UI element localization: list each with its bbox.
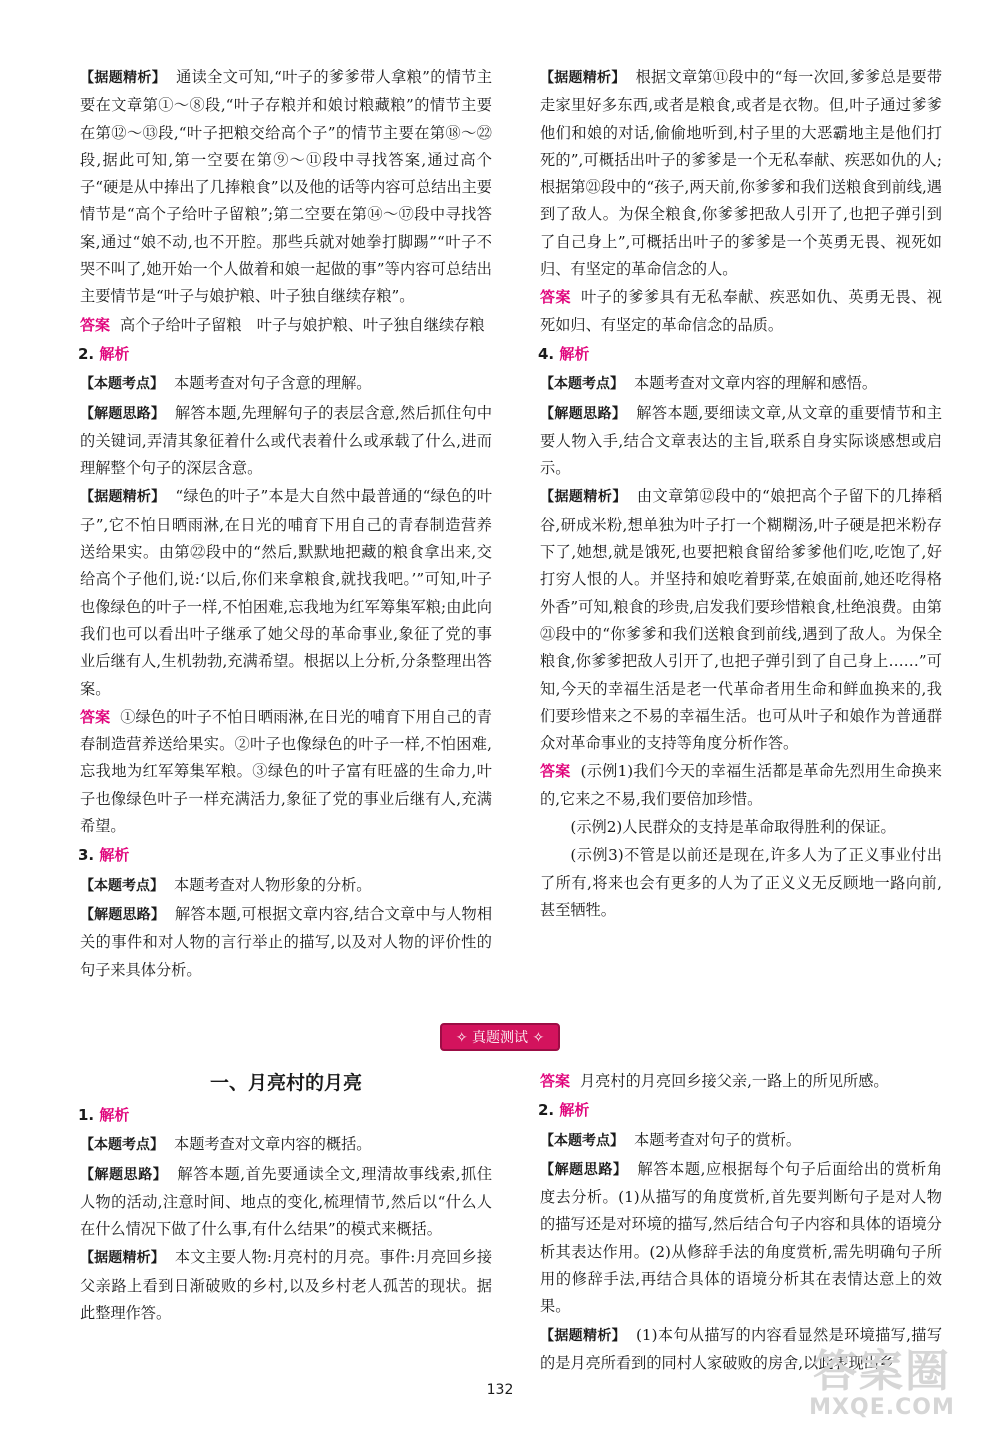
paragraph-text: 本题考查对句子含意的理解。 (174, 374, 372, 393)
paragraph (80, 400, 492, 483)
paragraph-text: 根据文章第⑪段中的“每一次回,爹爹总是要带走家里好多东西,或者是粮食,或者是衣物。但,叶子通过爹爹他们和娘的对话,偷偷地听到,村子里的大恶霸地主是他们打死的”,可概括出叶子的爹爹是一个无私奉献、疾恶如仇的人;根据第㉑段中的“孩子,两天前,你爹爹和我们送粮食到前线,遇到了敌人。为保全粮食,你爹爹把敌人引开了,也把子弹引到了自己身上”,可概括出叶子的爹爹是一个英勇无畏、视死如归、有坚定的革命信念的人。 (540, 68, 943, 279)
answer (80, 312, 492, 339)
answer-text: (示例1)我们今天的幸福生活都是革命先烈用生命换来的,它来之不易,我们要倍加珍惜。 (540, 762, 942, 808)
page-number: 132 (486, 1382, 514, 1398)
paragraph (80, 1161, 492, 1244)
tag-label: 【本题考点】 (80, 376, 164, 393)
answer-label: 答案 (80, 707, 111, 726)
answer (540, 758, 942, 813)
paragraph (80, 64, 492, 311)
paragraph-text: (1)本句从描写的内容看显然是环境描写,描写的是月亮所看到的同村人家破败的房舍,以此表现出乡 (540, 1325, 943, 1372)
paragraph (80, 483, 492, 702)
right-column-top (540, 64, 942, 925)
question-number: 2. (78, 344, 95, 363)
paragraph (540, 1127, 942, 1155)
answer-text: (示例2)人民群众的支持是革命取得胜利的保证。 (570, 818, 896, 837)
watermark-text: 答案圈 (813, 1346, 951, 1397)
answer-text: 月亮村的月亮回乡接父亲,一路上的所见所感。 (580, 1072, 889, 1090)
paragraph-text: 通读全文可知,“叶子的爹爹带人拿粮”的情节主要在文章第①～⑧段,“叶子存粮并和娘讨粮藏粮”的情节主要在第⑫～⑬段,“叶子把粮交给高个子”的情节主要在第⑱～㉒段,据此可知,第一空要在第⑨～⑪段中寻找答案,通过高个子“硬是从中捧出了几捧粮食”以及他的话等内容可总结出主要情节是“高个子给叶子留粮”;第二空要在第⑭～⑰段中寻找答案,通过“娘不动,也不开腔。那些兵就对她拳打脚踢”“叶子不哭不叫了,她开始一个人做着和娘一起做的事”等内容可总结出主要情节是“叶子与娘护粮、叶子独自继续存粮”。 (80, 68, 493, 306)
paragraph-text: “绿色的叶子”本是大自然中最普通的“绿色的叶子”,它不怕日晒雨淋,在日光的哺育下用自己的青春制造营养送给果实。由第㉒段中的“然后,默默地把藏的粮食拿出来,交给高个子他们,说:‘以后,你们来拿粮食,就找我吧。’”可知,叶子也像绿色的叶子一样,不怕困难,忘我地为红军筹集军粮;由此向我们也可以看出叶子继承了她父母的革命事业,象征了党的事业后继有人,生机勃勃,充满希望。根据以上分析,分条整理出答案。 (80, 487, 493, 698)
paragraph (80, 901, 492, 984)
tag-label: 【据题精析】 (540, 489, 627, 506)
paragraph (540, 483, 942, 757)
tag-label: 【本题考点】 (540, 1132, 624, 1149)
answer-label: 答案 (540, 288, 572, 307)
left-column-bottom (80, 1100, 492, 1328)
question-label: 解析 (99, 846, 130, 865)
answer-text: 叶子的爹爹具有无私奉献、疾恶如仇、英勇无畏、视死如归、有坚定的革命信念的品质。 (540, 288, 942, 334)
paragraph-text: 解答本题,首先要通读全文,理清故事线索,抓住人物的活动,注意时间、地点的变化,梳理情节,然后以“什么人在什么情况下做了什么事,有什么结果”的模式来概括。 (80, 1164, 493, 1239)
paragraph-text: 本题考查对句子的赏析。 (634, 1130, 802, 1149)
answer-label: 答案 (80, 315, 111, 334)
paragraph-text: 本题考查对文章内容的概括。 (174, 1135, 372, 1154)
paragraph-text: 解答本题,要细读文章,从文章的重要情节和主要人物入手,结合文章表达的主旨,联系自身实际谈感想或启示。 (540, 403, 943, 478)
question-number: 4. (538, 344, 555, 363)
paragraph (540, 1156, 942, 1321)
paragraph (540, 400, 942, 483)
question-label: 解析 (559, 344, 590, 363)
paragraph (540, 64, 942, 283)
left-column-top (80, 64, 492, 985)
question-label: 解析 (559, 1101, 590, 1120)
section-title: 一、月亮村的月亮 (209, 1072, 362, 1094)
banner-wrap (0, 1023, 1000, 1051)
answer-text: 高个子给叶子留粮 叶子与娘护粮、叶子独自继续存粮 (120, 315, 485, 334)
paragraph-text: 本题考查对文章内容的理解和感悟。 (634, 374, 877, 393)
answer-label: 答案 (540, 762, 571, 781)
question-label: 解析 (99, 344, 130, 363)
tag-label: 【本题考点】 (540, 376, 624, 393)
paragraph-text: 解答本题,应根据每个句子后面给出的赏析角度去分析。(1)从描写的角度赏析,首先要判断句子是对人物的描写还是对环境的描写,然后结合句子内容和具体的语境分析其表达作用。(2)从修辞手法的角度赏析,需先明确句子所用的修辞手法,再结合具体的语境分析其在表情达意上的效果。 (540, 1159, 943, 1316)
section-banner: ✧ 真题测试 ✧ (440, 1023, 560, 1051)
question-heading (78, 842, 492, 869)
answer-text: ①绿色的叶子不怕日晒雨淋,在日光的哺育下用自己的青春制造营养送给果实。②叶子也像绿色的叶子一样,不怕困难,忘我地为红军筹集军粮。③绿色的叶子富有旺盛的生命力,叶子也像绿色叶子一样充满活力,象征了党的事业后继有人,充满希望。 (80, 707, 492, 836)
tag-label: 【据题精析】 (80, 70, 167, 86)
question-number: 2. (538, 1101, 555, 1120)
tag-label: 【据题精析】 (540, 70, 626, 86)
tag-label: 【据题精析】 (80, 489, 166, 506)
paragraph-text: 本文主要人物:月亮村的月亮。事件:月亮回乡接父亲路上看到日渐破败的乡村,以及乡村老人孤苦的现状。据此整理作答。 (80, 1248, 493, 1323)
paragraph (80, 1131, 492, 1159)
paragraph-text: 由文章第⑫段中的“娘把高个子留下的几捧稻谷,研成米粉,想单独为叶子打一个糊糊汤,叶子硬是把米粉存下了,她想,就是饿死,也要把粮食留给爹爹他们吃,吃饱了,好打穷人恨的人。并坚持和娘吃着野菜,在娘面前,她还吃得格外香”可知,粮食的珍贵,启发我们要珍惜粮食,杜绝浪费。由第㉑段中的“你爹爹和我们送粮食到前线,遇到了敌人。为保全粮食,你爹爹把敌人引开了,也把子弹引到了自己身上……”可知,今天的幸福生活是老一代革命者用生命和鲜血换来的,我们要珍惜来之不易的幸福生活。也可从叶子和娘作为普通群众对革命事业的支持等角度分析作答。 (540, 487, 943, 753)
question-heading (538, 1097, 942, 1124)
tag-label: 【本题考点】 (80, 1137, 164, 1154)
paragraph (80, 1244, 492, 1327)
question-heading (78, 341, 492, 368)
paragraph (80, 370, 492, 398)
question-heading (78, 1102, 492, 1129)
question-number: 1. (78, 1106, 95, 1124)
answer-label: 答案 (540, 1072, 571, 1090)
question-label: 解析 (99, 1106, 130, 1124)
question-number: 3. (78, 846, 95, 865)
tag-label: 【据题精析】 (540, 1327, 626, 1344)
tag-label: 【解题思路】 (80, 906, 166, 923)
question-heading (538, 341, 942, 368)
watermark-url: MXQE.COM (809, 1395, 955, 1420)
tag-label: 【据题精析】 (80, 1250, 165, 1267)
tag-label: 【解题思路】 (540, 405, 627, 422)
paragraph-text: 解答本题,可根据文章内容,结合文章中与人物相关的事件和对人物的言行举止的描写,以及对人物的评价性的句子来具体分析。 (80, 904, 493, 979)
answer (80, 704, 492, 840)
answer (540, 284, 942, 339)
answer (540, 1068, 942, 1095)
tag-label: 【本题考点】 (80, 877, 164, 894)
paragraph (540, 370, 942, 398)
paragraph-text: 解答本题,先理解句子的表层含意,然后抓住句中的关键词,弄清其象征着什么或代表着什么或承载了什么,进而理解整个句子的深层含意。 (80, 403, 493, 478)
paragraph (80, 872, 492, 900)
tag-label: 【解题思路】 (80, 1166, 168, 1183)
right-column-bottom (540, 1068, 942, 1378)
watermark-logo (792, 1348, 972, 1428)
tag-label: 【解题思路】 (540, 1161, 628, 1178)
banner-text: 真题测试 (472, 1030, 528, 1046)
tag-label: 【解题思路】 (80, 405, 166, 422)
paragraph-text: 本题考查对人物形象的分析。 (174, 875, 372, 894)
answer-text: (示例3)不管是以前还是现在,许多人为了正义事业付出了所有,将来也会有更多的人为了正义义无反顾地一路向前,甚至牺牲。 (540, 846, 942, 919)
